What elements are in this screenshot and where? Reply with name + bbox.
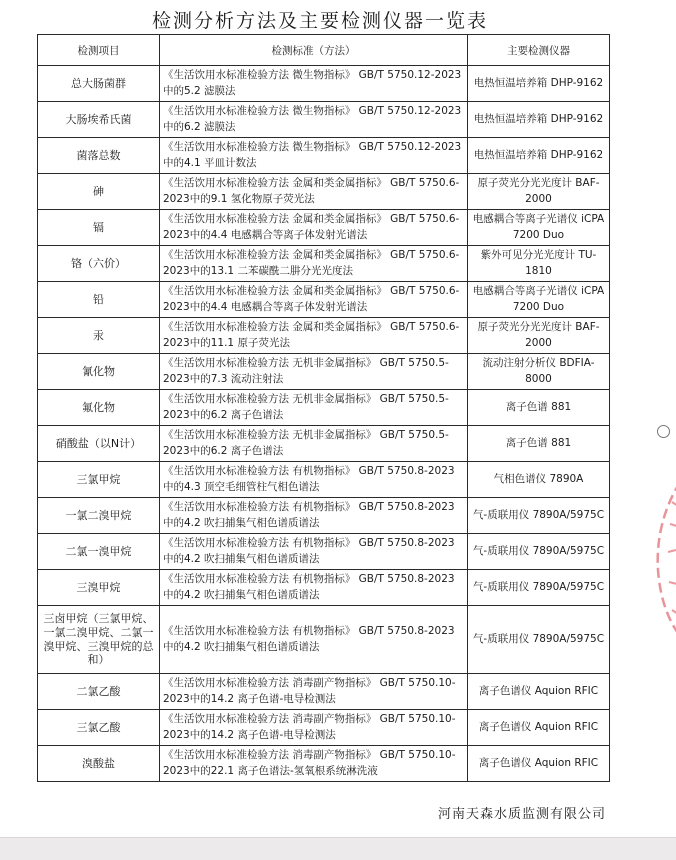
table-row — [38, 282, 610, 318]
instrument-cell: 气-质联用仪 7890A/5975C — [468, 498, 610, 534]
instrument-cell: 流动注射分析仪 BDFIA-8000 — [468, 354, 610, 390]
test-item-cell: 菌落总数 — [38, 138, 160, 174]
red-seal-stamp-fragment — [642, 478, 676, 638]
instrument-cell: 电热恒温培养箱 DHP-9162 — [468, 102, 610, 138]
instrument-cell: 离子色谱仪 Aquion RFIC — [468, 746, 610, 782]
test-standard-cell: 《生活饮用水标准检验方法 微生物指标》 GB/T 5750.12-2023中的4.1 平皿计数法 — [160, 138, 468, 174]
instrument-cell: 电感耦合等离子光谱仪 iCPA 7200 Duo — [468, 282, 610, 318]
test-item-cell: 汞 — [38, 318, 160, 354]
test-item-cell: 三氯乙酸 — [38, 710, 160, 746]
table-row — [38, 318, 610, 354]
instrument-cell: 离子色谱仪 Aquion RFIC — [468, 710, 610, 746]
test-standard-cell: 《生活饮用水标准检验方法 金属和类金属指标》 GB/T 5750.6-2023中的4.4 电感耦合等离子体发射光谱法 — [160, 282, 468, 318]
table-row — [38, 174, 610, 210]
table-row — [38, 534, 610, 570]
header-instrument: 主要检测仪器 — [468, 35, 610, 66]
table-row — [38, 606, 610, 674]
table-row — [38, 390, 610, 426]
table-row — [38, 354, 610, 390]
test-standard-cell: 《生活饮用水标准检验方法 金属和类金属指标》 GB/T 5750.6-2023中的13.1 二苯碳酰二肼分光光度法 — [160, 246, 468, 282]
test-item-cell: 镉 — [38, 210, 160, 246]
test-item-cell: 三溴甲烷 — [38, 570, 160, 606]
test-standard-cell: 《生活饮用水标准检验方法 金属和类金属指标》 GB/T 5750.6-2023中的4.4 电感耦合等离子体发射光谱法 — [160, 210, 468, 246]
test-standard-cell: 《生活饮用水标准检验方法 无机非金属指标》 GB/T 5750.5-2023中的6.2 离子色谱法 — [160, 390, 468, 426]
instrument-cell: 电热恒温培养箱 DHP-9162 — [468, 66, 610, 102]
test-item-cell: 溴酸盐 — [38, 746, 160, 782]
test-standard-cell: 《生活饮用水标准检验方法 金属和类金属指标》 GB/T 5750.6-2023中的11.1 原子荧光法 — [160, 318, 468, 354]
test-standard-cell: 《生活饮用水标准检验方法 有机物指标》 GB/T 5750.8-2023中的4.3 顶空毛细管柱气相色谱法 — [160, 462, 468, 498]
test-item-cell: 二氯一溴甲烷 — [38, 534, 160, 570]
page-bottom-edge — [0, 837, 676, 860]
test-item-cell: 总大肠菌群 — [38, 66, 160, 102]
test-item-cell: 三卤甲烷（三氯甲烷、一氯二溴甲烷、二氯一溴甲烷、三溴甲烷的总和） — [38, 606, 160, 674]
instrument-cell: 原子荧光分光光度计 BAF-2000 — [468, 318, 610, 354]
table-row — [38, 498, 610, 534]
test-standard-cell: 《生活饮用水标准检验方法 微生物指标》 GB/T 5750.12-2023中的5.2 滤膜法 — [160, 66, 468, 102]
test-item-cell: 铅 — [38, 282, 160, 318]
company-name: 河南天森水质监测有限公司 — [437, 807, 606, 822]
table-row — [38, 246, 610, 282]
test-standard-cell: 《生活饮用水标准检验方法 消毒副产物指标》 GB/T 5750.10-2023中的14.2 离子色谱-电导检测法 — [160, 710, 468, 746]
table-row — [38, 210, 610, 246]
instrument-cell: 气-质联用仪 7890A/5975C — [468, 534, 610, 570]
instrument-cell: 离子色谱 881 — [468, 390, 610, 426]
page-margin-handle[interactable] — [657, 425, 670, 438]
table-row — [38, 462, 610, 498]
test-standard-cell: 《生活饮用水标准检验方法 消毒副产物指标》 GB/T 5750.10-2023中的14.2 离子色谱-电导检测法 — [160, 674, 468, 710]
table-header-row — [38, 35, 610, 66]
test-standard-cell: 《生活饮用水标准检验方法 无机非金属指标》 GB/T 5750.5-2023中的7.3 流动注射法 — [160, 354, 468, 390]
table-row — [38, 102, 610, 138]
instrument-cell: 紫外可见分光光度计 TU-1810 — [468, 246, 610, 282]
test-standard-cell: 《生活饮用水标准检验方法 有机物指标》 GB/T 5750.8-2023中的4.2 吹扫捕集气相色谱质谱法 — [160, 570, 468, 606]
table-body — [38, 66, 610, 782]
header-standard: 检测标准（方法） — [160, 35, 468, 66]
table-row — [38, 710, 610, 746]
instrument-cell: 离子色谱 881 — [468, 426, 610, 462]
table-row — [38, 66, 610, 102]
instrument-cell: 电热恒温培养箱 DHP-9162 — [468, 138, 610, 174]
test-item-cell: 砷 — [38, 174, 160, 210]
methods-instruments-table — [37, 34, 610, 782]
test-item-cell: 一氯二溴甲烷 — [38, 498, 160, 534]
table-row — [38, 426, 610, 462]
table-row — [38, 674, 610, 710]
test-item-cell: 铬（六价） — [38, 246, 160, 282]
instrument-cell: 气相色谱仪 7890A — [468, 462, 610, 498]
header-item: 检测项目 — [38, 35, 160, 66]
test-standard-cell: 《生活饮用水标准检验方法 有机物指标》 GB/T 5750.8-2023中的4.2 吹扫捕集气相色谱质谱法 — [160, 498, 468, 534]
test-standard-cell: 《生活饮用水标准检验方法 金属和类金属指标》 GB/T 5750.6-2023中的9.1 氢化物原子荧光法 — [160, 174, 468, 210]
instrument-cell: 电感耦合等离子光谱仪 iCPA 7200 Duo — [468, 210, 610, 246]
test-standard-cell: 《生活饮用水标准检验方法 微生物指标》 GB/T 5750.12-2023中的6.2 滤膜法 — [160, 102, 468, 138]
test-item-cell: 二氯乙酸 — [38, 674, 160, 710]
test-standard-cell: 《生活饮用水标准检验方法 有机物指标》 GB/T 5750.8-2023中的4.2 吹扫捕集气相色谱质谱法 — [160, 606, 468, 674]
test-item-cell: 三氯甲烷 — [38, 462, 160, 498]
table-row — [38, 138, 610, 174]
instrument-cell: 原子荧光分光光度计 BAF-2000 — [468, 174, 610, 210]
test-standard-cell: 《生活饮用水标准检验方法 消毒副产物指标》 GB/T 5750.10-2023中的22.1 离子色谱法-氢氧根系统淋洗液 — [160, 746, 468, 782]
test-item-cell: 大肠埃希氏菌 — [38, 102, 160, 138]
test-item-cell: 氰化物 — [38, 354, 160, 390]
instrument-cell: 气-质联用仪 7890A/5975C — [468, 606, 610, 674]
test-item-cell: 氟化物 — [38, 390, 160, 426]
table-row — [38, 746, 610, 782]
page-title: 检测分析方法及主要检测仪器一览表 — [151, 10, 488, 32]
table-row — [38, 570, 610, 606]
test-item-cell: 硝酸盐（以N计） — [38, 426, 160, 462]
instrument-cell: 离子色谱仪 Aquion RFIC — [468, 674, 610, 710]
test-standard-cell: 《生活饮用水标准检验方法 无机非金属指标》 GB/T 5750.5-2023中的6.2 离子色谱法 — [160, 426, 468, 462]
instrument-cell: 气-质联用仪 7890A/5975C — [468, 570, 610, 606]
test-standard-cell: 《生活饮用水标准检验方法 有机物指标》 GB/T 5750.8-2023中的4.2 吹扫捕集气相色谱质谱法 — [160, 534, 468, 570]
